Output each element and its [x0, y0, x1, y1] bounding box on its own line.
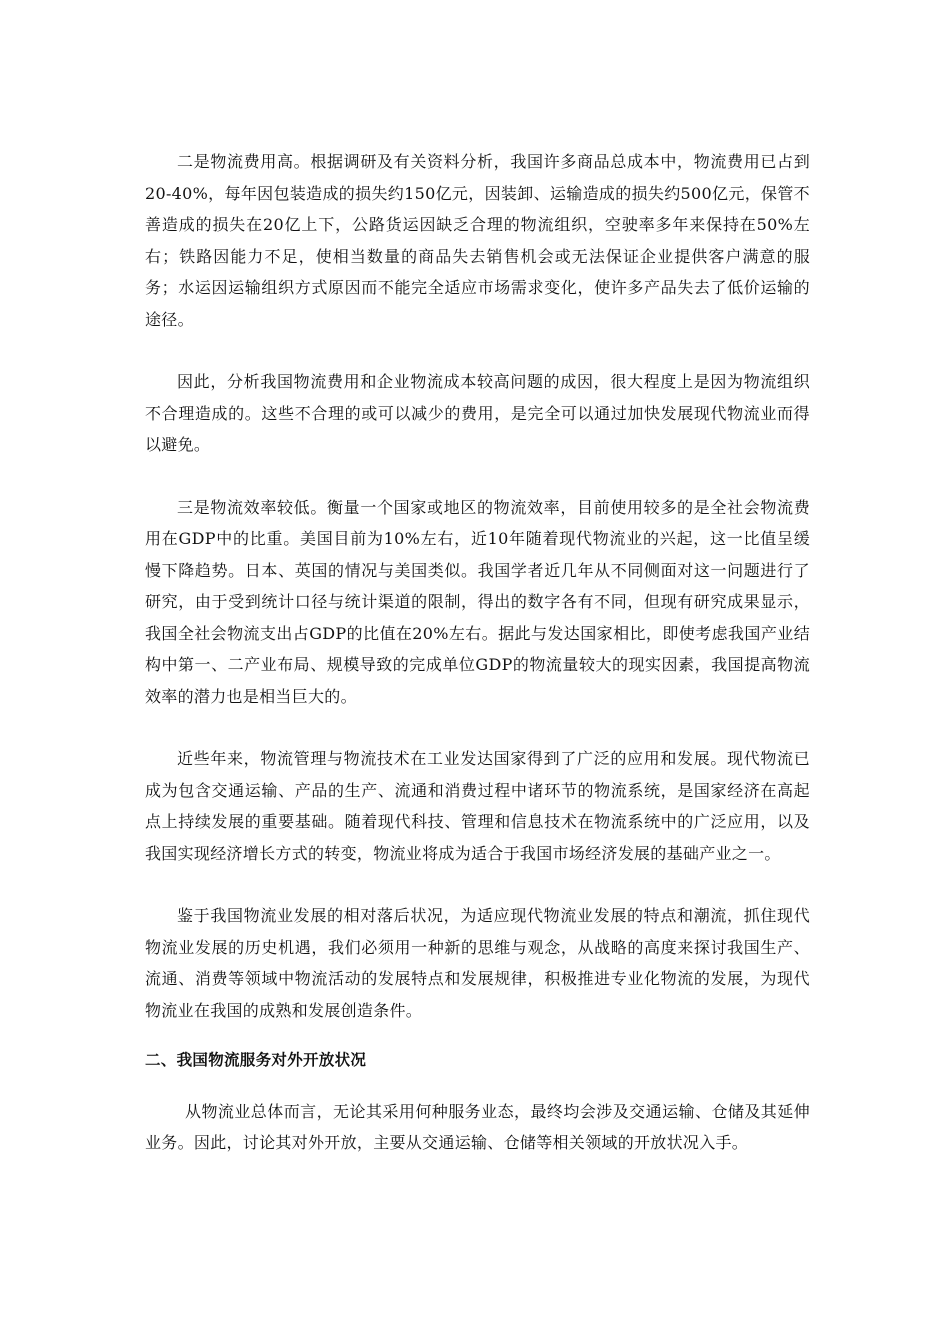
paragraph-logistics-cost: 二是物流费用高。根据调研及有关资料分析，我国许多商品总成本中，物流费用已占到20-40%，每年因包装造成的损失约150亿元，因装卸、运输造成的损失约500亿元，保管不善造成的损失在20亿上下，公路货运因缺乏合理的物流组织，空驶率多年来保持在50%左右；铁路因能力不足，使相当数量的商品失去销售机会或无法保证企业提供客户满意的服务；水运因运输组织方式原因而不能完全适应市场需求变化，使许多产品失去了低价运输的途径。	[145, 152, 810, 329]
paragraph-spacer	[145, 1077, 810, 1096]
paragraph-spacer	[145, 869, 810, 900]
paragraph-spacer	[145, 712, 810, 743]
paragraph-cost-causes: 因此，分析我国物流费用和企业物流成本较高问题的成因，很大程度上是因为物流组织不合理造成的。这些不合理的或可以减少的费用，是完全可以通过加快发展现代物流业而得以避免。	[145, 372, 810, 454]
paragraph-spacer	[145, 335, 810, 366]
paragraph-strategy: 鉴于我国物流业发展的相对落后状况，为适应现代物流业发展的特点和潮流，抓住现代物流业发展的历史机遇，我们必须用一种新的思维与观念，从战略的高度来探讨我国生产、流通、消费等领域中物流活动的发展特点和发展规律，积极推进专业化物流的发展，为现代物流业在我国的成熟和发展创造条件。	[145, 906, 810, 1020]
paragraph-spacer	[145, 1026, 810, 1045]
paragraph-logistics-efficiency: 三是物流效率较低。衡量一个国家或地区的物流效率，目前使用较多的是全社会物流费用在GDP中的比重。美国目前为10%左右，近10年随着现代物流业的兴起，这一比值呈缓慢下降趋势。日本、英国的情况与美国类似。我国学者近几年从不同侧面对这一问题进行了研究，由于受到统计口径与统计渠道的限制，得出的数字各有不同，但现有研究成果显示，我国全社会物流支出占GDP的比值在20%左右。据此与发达国家相比，即使考虑我国产业结构中第一、二产业布局、规模导致的完成单位GDP的物流量较大的现实因素，我国提高物流效率的潜力也是相当巨大的。	[145, 497, 810, 706]
document-body	[145, 146, 810, 1159]
paragraph-recent-development: 近些年来，物流管理与物流技术在工业发达国家得到了广泛的应用和发展。现代物流已成为包含交通运输、产品的生产、流通和消费过程中诸环节的物流系统，是国家经济在高起点上持续发展的重要基础。随着现代科技、管理和信息技术在物流系统中的广泛应用，以及我国实现经济增长方式的转变，物流业将成为适合于我国市场经济发展的基础产业之一。	[145, 749, 810, 863]
section-heading: 二、我国物流服务对外开放状况	[145, 1051, 367, 1069]
paragraph-spacer	[145, 461, 810, 492]
paragraph-opening-overview: 从物流业总体而言，无论其采用何种服务业态，最终均会涉及交通运输、仓储及其延伸业务。因此，讨论其对外开放，主要从交通运输、仓储等相关领域的开放状况入手。	[145, 1101, 810, 1152]
